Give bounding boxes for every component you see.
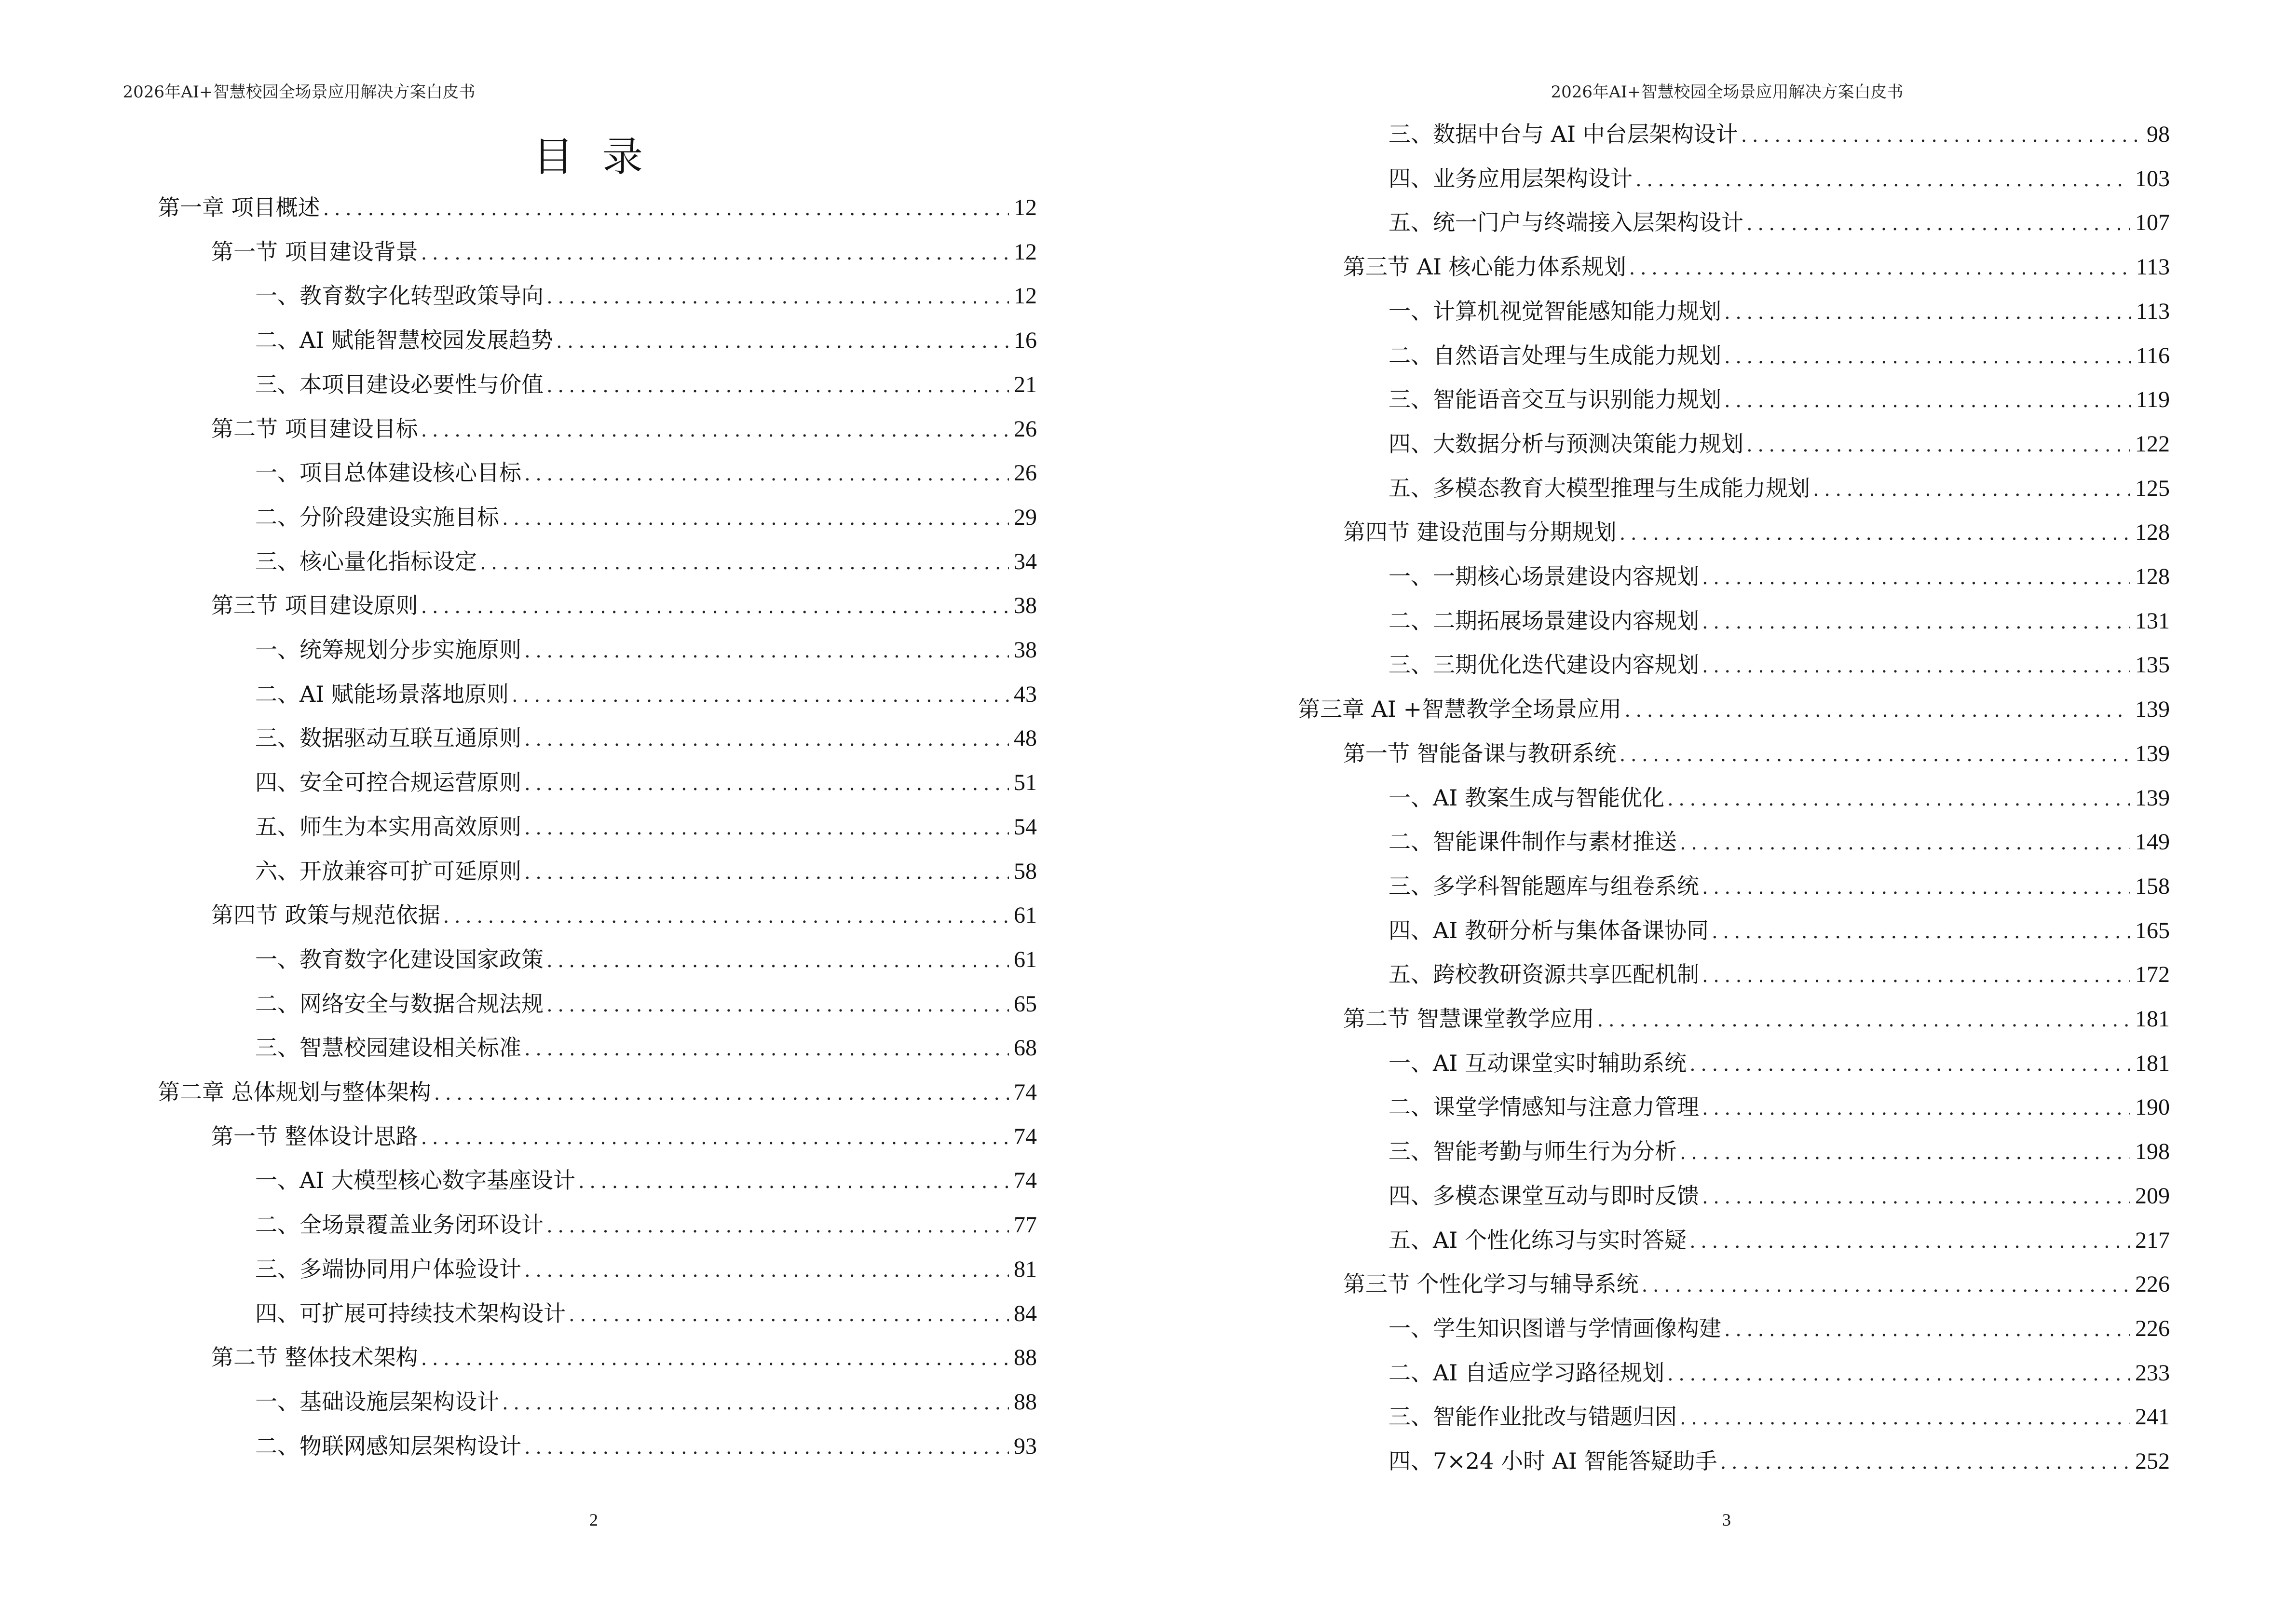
toc-entry-page: 12: [1014, 195, 1037, 220]
toc-entry-page: 233: [2135, 1360, 2170, 1386]
toc-entry-label: 五、多模态教育大模型推理与生成能力规划: [1389, 475, 1810, 501]
toc-entry-label: 第三章 AI +智慧教学全场景应用: [1298, 696, 1622, 723]
toc-entry-page: 241: [2135, 1404, 2170, 1430]
toc-entry[interactable]: [1389, 783, 2170, 812]
dot-leader: [1667, 1360, 2130, 1389]
toc-entry-label: 二、分阶段建设实施目标: [255, 504, 499, 530]
toc-entry-page: 139: [2135, 740, 2170, 766]
toc-entry[interactable]: [255, 547, 1037, 576]
toc-entry-label: 一、项目总体建设核心目标: [255, 460, 521, 486]
dot-leader: [524, 725, 1009, 754]
toc-entry-label: 四、业务应用层架构设计: [1389, 165, 1633, 191]
toc-entry-label: 三、三期优化迭代建设内容规划: [1389, 652, 1699, 678]
toc-entry-page: 12: [1014, 239, 1037, 265]
toc-entry-page: 84: [1014, 1300, 1037, 1326]
toc-entry[interactable]: [255, 1432, 1037, 1460]
toc-entry-page: 68: [1014, 1035, 1037, 1061]
toc-entry-label: 第三节 AI 核心能力体系规划: [1343, 254, 1626, 280]
dot-leader: [1724, 342, 2131, 371]
dot-leader: [1724, 298, 2131, 327]
toc-entry-page: 131: [2135, 608, 2170, 634]
dot-leader: [1635, 165, 2130, 194]
toc-entry-label: 四、AI 教研分析与集体备课协同: [1389, 917, 1709, 943]
dot-leader: [524, 769, 1009, 798]
dot-leader: [546, 283, 1009, 312]
toc-entry[interactable]: [1389, 960, 2170, 989]
toc-entry-label: 四、可扩展可持续技术架构设计: [255, 1300, 566, 1326]
toc-entry-label: 一、计算机视觉智能感知能力规划: [1389, 298, 1721, 324]
dot-leader: [421, 1123, 1009, 1152]
dot-leader: [569, 1300, 1009, 1329]
toc-entry[interactable]: [1389, 606, 2170, 635]
toc-entry-page: 93: [1014, 1433, 1037, 1459]
toc-entry-label: 五、AI 个性化练习与实时答疑: [1389, 1227, 1687, 1253]
dot-leader: [502, 504, 1009, 533]
toc-entry-label: 二、全场景覆盖业务闭环设计: [255, 1212, 544, 1238]
toc-entry-label: 一、AI 互动课堂实时辅助系统: [1389, 1050, 1687, 1076]
dot-leader: [421, 239, 1009, 268]
dot-leader: [421, 592, 1009, 621]
toc-entry-page: 128: [2135, 564, 2170, 589]
dot-leader: [1702, 961, 2130, 990]
toc-entry-label: 第二节 项目建设目标: [211, 415, 418, 442]
toc-entry[interactable]: [1343, 739, 2170, 768]
toc-entry-page: 190: [2135, 1094, 2170, 1120]
dot-leader: [1680, 1138, 2130, 1167]
toc-entry[interactable]: [1389, 1402, 2170, 1431]
toc-entry-label: 第四节 建设范围与分期规划: [1343, 519, 1617, 546]
dot-leader: [1667, 785, 2130, 814]
toc-entry[interactable]: [1343, 252, 2170, 281]
dot-leader: [1702, 873, 2130, 902]
dot-leader: [480, 548, 1009, 577]
toc-entry-page: 135: [2135, 652, 2170, 678]
toc-entry-page: 34: [1014, 548, 1037, 574]
toc-entry-page: 252: [2135, 1448, 2170, 1474]
toc-entry-label: 第二节 整体技术架构: [211, 1344, 418, 1371]
toc-entry-label: 一、一期核心场景建设内容规划: [1389, 563, 1699, 589]
toc-entry-page: 181: [2135, 1006, 2170, 1032]
toc-entry-label: 一、基础设施层架构设计: [255, 1388, 499, 1415]
toc-entry-page: 26: [1014, 416, 1037, 442]
toc-entry-label: 三、本项目建设必要性与价值: [255, 371, 544, 397]
toc-entry-page: 103: [2135, 165, 2170, 191]
running-header: 2026年AI+智慧校园全场景应用解决方案白皮书: [123, 82, 476, 102]
toc-entry-label: 二、AI 赋能智慧校园发展趋势: [255, 327, 554, 354]
toc-entry[interactable]: [255, 1387, 1037, 1416]
toc-entry-page: 107: [2135, 210, 2170, 236]
toc-entry-label: 五、跨校教研资源共享匹配机制: [1389, 961, 1699, 988]
toc-entry-page: 209: [2135, 1183, 2170, 1209]
dot-leader: [1741, 121, 2142, 150]
toc-entry-page: 51: [1014, 770, 1037, 796]
toc-entry-page: 116: [2136, 342, 2170, 368]
toc-entry-label: 四、7×24 小时 AI 智能答疑助手: [1389, 1448, 1717, 1474]
toc-entry-page: 149: [2135, 829, 2170, 855]
dot-leader: [512, 681, 1009, 710]
toc-entry-page: 77: [1014, 1212, 1037, 1238]
dot-leader: [524, 1035, 1009, 1064]
toc-entry-page: 122: [2135, 431, 2170, 457]
toc-entry[interactable]: [211, 237, 1037, 266]
toc-entry[interactable]: [255, 723, 1037, 752]
page-number: 2: [589, 1510, 598, 1529]
toc-entry-label: 三、智能考勤与师生行为分析: [1389, 1138, 1677, 1165]
toc-entry[interactable]: [255, 1255, 1037, 1283]
toc-entry-page: 48: [1014, 725, 1037, 751]
toc-entry-page: 61: [1014, 902, 1037, 928]
dot-leader: [1702, 652, 2130, 681]
dot-leader: [524, 814, 1009, 843]
dot-leader: [1746, 431, 2130, 460]
toc-entry[interactable]: [255, 989, 1037, 1018]
toc-entry[interactable]: [255, 503, 1037, 532]
toc-entry[interactable]: [255, 281, 1037, 310]
toc-entry[interactable]: [1389, 650, 2170, 679]
toc-entry[interactable]: [1389, 827, 2170, 856]
toc-entry-page: 38: [1014, 637, 1037, 663]
toc-entry-page: 12: [1014, 283, 1037, 309]
dot-leader: [421, 1344, 1009, 1373]
toc-entry-label: 四、多模态课堂互动与即时反馈: [1389, 1182, 1699, 1209]
toc-entry-label: 第二节 智慧课堂教学应用: [1343, 1006, 1594, 1032]
toc-entry-label: 第四节 政策与规范依据: [211, 902, 440, 928]
toc-entry-page: 226: [2135, 1315, 2170, 1341]
toc-entry[interactable]: [158, 1078, 1037, 1106]
toc-entry-label: 一、教育数字化转型政策导向: [255, 283, 544, 309]
toc-entry-page: 217: [2135, 1227, 2170, 1253]
toc-entry[interactable]: [211, 1122, 1037, 1151]
toc-entry-label: 第三节 个性化学习与辅导系统: [1343, 1271, 1639, 1297]
toc-entry-page: 125: [2135, 475, 2170, 501]
toc-entry-label: 一、AI 教案生成与智能优化: [1389, 784, 1665, 811]
toc-entry-page: 139: [2135, 696, 2170, 723]
toc-entry-label: 六、开放兼容可扩可延原则: [255, 858, 521, 884]
dot-leader: [1689, 1227, 2130, 1256]
toc-entry[interactable]: [211, 591, 1037, 620]
toc-entry-label: 三、多端协同用户体验设计: [255, 1256, 521, 1282]
running-header: 2026年AI+智慧校园全场景应用解决方案白皮书: [1551, 82, 1904, 102]
toc-entry-label: 一、AI 大模型核心数字基座设计: [255, 1167, 576, 1194]
toc-entry[interactable]: [255, 680, 1037, 709]
toc-entry[interactable]: [255, 812, 1037, 841]
toc-entry[interactable]: [1343, 1004, 2170, 1033]
toc-entry-page: 38: [1014, 593, 1037, 619]
toc-entry[interactable]: [1389, 474, 2170, 503]
toc-entry-page: 61: [1014, 946, 1037, 972]
toc-entry[interactable]: [1389, 164, 2170, 193]
toc-entry-page: 74: [1014, 1168, 1037, 1194]
toc-entry[interactable]: [1389, 1181, 2170, 1210]
toc-entry-label: 三、智能作业批改与错题归因: [1389, 1404, 1677, 1430]
toc-entry[interactable]: [1389, 341, 2170, 370]
toc-entry[interactable]: [1389, 916, 2170, 945]
dot-leader: [1813, 475, 2130, 504]
dot-leader: [502, 1389, 1009, 1418]
toc-entry-page: 54: [1014, 814, 1037, 840]
dot-leader: [1702, 608, 2130, 637]
toc-entry[interactable]: [1389, 1314, 2170, 1343]
dot-leader: [524, 1433, 1009, 1462]
right-page: [1144, 0, 2287, 1624]
toc-entry[interactable]: [1389, 1447, 2170, 1475]
dot-leader: [524, 1256, 1009, 1285]
toc-entry-label: 一、教育数字化建设国家政策: [255, 946, 544, 972]
toc-entry-label: 二、智能课件制作与素材推送: [1389, 829, 1677, 855]
toc-entry-page: 21: [1014, 371, 1037, 397]
dot-leader: [546, 991, 1009, 1020]
dot-leader: [524, 460, 1009, 489]
toc-entry-page: 26: [1014, 460, 1037, 486]
toc-entry-label: 五、师生为本实用高效原则: [255, 813, 521, 840]
dot-leader: [1680, 1404, 2130, 1433]
dot-leader: [1629, 254, 2131, 283]
toc-entry-page: 88: [1014, 1389, 1037, 1415]
toc-entry-page: 113: [2136, 254, 2170, 280]
dot-leader: [524, 858, 1009, 887]
toc-entry-label: 一、学生知识图谱与学情画像构建: [1389, 1315, 1721, 1341]
toc-entry-page: 29: [1014, 504, 1037, 530]
toc-entry-page: 119: [2136, 387, 2170, 413]
toc-entry[interactable]: [255, 768, 1037, 797]
toc-entry[interactable]: [1389, 1137, 2170, 1166]
toc-entry[interactable]: [1389, 1226, 2170, 1255]
toc-entry-label: 第一节 整体设计思路: [211, 1123, 418, 1149]
dot-leader: [546, 1212, 1009, 1241]
toc-entry[interactable]: [255, 370, 1037, 399]
dot-leader: [1712, 917, 2130, 946]
toc-entry-page: 113: [2136, 298, 2170, 324]
dot-leader: [524, 637, 1009, 666]
dot-leader: [1597, 1006, 2130, 1035]
toc-entry[interactable]: [1343, 1269, 2170, 1298]
toc-entry[interactable]: [1389, 208, 2170, 237]
toc-entry-label: 二、AI 自适应学习路径规划: [1389, 1359, 1665, 1386]
dot-leader: [1702, 1183, 2130, 1212]
dot-leader: [1720, 1448, 2130, 1477]
dot-leader: [546, 946, 1009, 975]
dot-leader: [556, 327, 1009, 356]
toc-entry[interactable]: [255, 458, 1037, 487]
toc-entry[interactable]: [255, 1210, 1037, 1239]
dot-leader: [1620, 740, 2130, 769]
toc-entry-label: 二、自然语言处理与生成能力规划: [1389, 342, 1721, 368]
toc-entry-label: 二、网络安全与数据合规法规: [255, 990, 544, 1017]
toc-entry[interactable]: [211, 901, 1037, 929]
toc-entry-page: 81: [1014, 1256, 1037, 1282]
toc-entry-label: 二、物联网感知层架构设计: [255, 1433, 521, 1459]
toc-entry-label: 第三节 项目建设原则: [211, 592, 418, 619]
toc-entry[interactable]: [211, 1343, 1037, 1372]
toc-entry-page: 88: [1014, 1345, 1037, 1371]
toc-entry[interactable]: [255, 857, 1037, 886]
toc-entry-page: 128: [2135, 519, 2170, 546]
toc-entry[interactable]: [1389, 562, 2170, 591]
toc-entry-page: 74: [1014, 1079, 1037, 1105]
toc-entry-label: 一、统筹规划分步实施原则: [255, 637, 521, 663]
toc-entry-label: 三、数据驱动互联互通原则: [255, 725, 521, 751]
toc-entry-label: 三、多学科智能题库与组卷系统: [1389, 873, 1699, 899]
toc-entry-label: 四、安全可控合规运营原则: [255, 769, 521, 796]
dot-leader: [1689, 1050, 2130, 1079]
dot-leader: [1624, 696, 2130, 725]
toc-entry-label: 二、课堂学情感知与注意力管理: [1389, 1094, 1699, 1120]
toc-entry[interactable]: [1389, 297, 2170, 326]
dot-leader: [1620, 519, 2130, 548]
toc-entry-label: 第二章 总体规划与整体架构: [158, 1079, 431, 1105]
toc-entry-page: 165: [2135, 917, 2170, 943]
dot-leader: [1724, 1315, 2130, 1344]
toc-entry[interactable]: [255, 945, 1037, 974]
toc-entry-label: 第一章 项目概述: [158, 194, 320, 220]
toc-entry-label: 五、统一门户与终端接入层架构设计: [1389, 209, 1743, 236]
page-number: 3: [1722, 1510, 1731, 1529]
toc-entry-label: 三、智慧校园建设相关标准: [255, 1035, 521, 1061]
toc-entry[interactable]: [255, 1166, 1037, 1195]
toc-entry-label: 三、智能语音交互与识别能力规划: [1389, 386, 1721, 413]
toc-entry[interactable]: [1389, 429, 2170, 458]
dot-leader: [443, 902, 1009, 931]
toc-entry-page: 65: [1014, 991, 1037, 1017]
toc-entry-page: 181: [2135, 1050, 2170, 1076]
toc-entry[interactable]: [211, 414, 1037, 443]
toc-entry-page: 58: [1014, 858, 1037, 884]
toc-entry-page: 139: [2135, 785, 2170, 811]
toc-entry-page: 158: [2135, 873, 2170, 899]
dot-leader: [546, 371, 1009, 400]
toc-entry[interactable]: [255, 1033, 1037, 1062]
toc-entry-label: 二、二期拓展场景建设内容规划: [1389, 607, 1699, 634]
toc-entry[interactable]: [1343, 518, 2170, 546]
toc-entry[interactable]: [1389, 1358, 2170, 1387]
toc-entry[interactable]: [1389, 872, 2170, 901]
toc-entry-label: 三、数据中台与 AI 中台层架构设计: [1389, 121, 1738, 147]
dot-leader: [421, 416, 1009, 445]
toc-entry-page: 74: [1014, 1123, 1037, 1149]
toc-entry-page: 98: [2147, 122, 2170, 147]
toc-entry[interactable]: [1389, 120, 2170, 149]
toc-entry[interactable]: [1298, 695, 2170, 723]
toc-entry-page: 43: [1014, 681, 1037, 707]
dot-leader: [434, 1079, 1009, 1108]
toc-entry[interactable]: [255, 635, 1037, 664]
toc-entry-page: 16: [1014, 328, 1037, 354]
dot-leader: [1702, 563, 2130, 592]
toc-entry-label: 三、核心量化指标设定: [255, 548, 477, 574]
toc-entry[interactable]: [1389, 1049, 2170, 1078]
toc-entry[interactable]: [255, 1299, 1037, 1328]
dot-leader: [1680, 829, 2130, 858]
toc-entry[interactable]: [1389, 1092, 2170, 1121]
toc-entry-label: 第一节 智能备课与教研系统: [1343, 740, 1617, 766]
toc-entry[interactable]: [255, 326, 1037, 355]
toc-entry-page: 226: [2135, 1271, 2170, 1297]
toc-entry[interactable]: [1389, 385, 2170, 414]
toc-entry-page: 172: [2135, 962, 2170, 988]
dot-leader: [578, 1167, 1009, 1196]
toc-title: 目录: [533, 133, 672, 180]
dot-leader: [323, 194, 1009, 223]
dot-leader: [1702, 1094, 2130, 1123]
toc-entry-label: 四、大数据分析与预测决策能力规划: [1389, 430, 1743, 457]
dot-leader: [1642, 1271, 2130, 1300]
toc-entry[interactable]: [158, 193, 1037, 222]
toc-entry-page: 198: [2135, 1139, 2170, 1165]
dot-leader: [1746, 209, 2130, 238]
dot-leader: [1724, 386, 2131, 415]
toc-entry-label: 第一节 项目建设背景: [211, 238, 418, 265]
toc-entry-label: 二、AI 赋能场景落地原则: [255, 681, 509, 707]
